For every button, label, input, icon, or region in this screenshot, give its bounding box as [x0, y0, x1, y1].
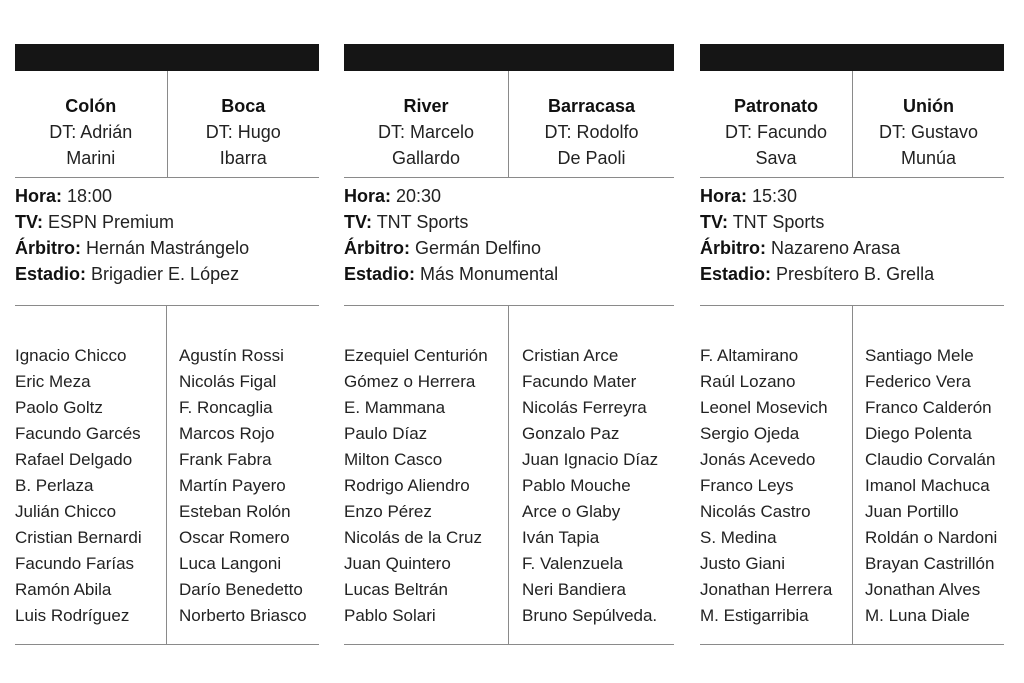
- coach-name: Sava: [755, 148, 797, 168]
- home-team: [344, 71, 509, 177]
- home-lineup: [15, 306, 167, 644]
- match-card-2: [344, 44, 674, 645]
- info-value: TNT Sports: [372, 212, 469, 232]
- player: Iván Tapia: [522, 528, 600, 547]
- match-header-bar: [344, 44, 674, 71]
- player: Julián Chicco: [15, 502, 117, 521]
- info-tv: [344, 209, 674, 235]
- info-hora: [344, 183, 674, 209]
- info-label: TV:: [344, 212, 373, 232]
- player: Roldán o Nardoni: [865, 528, 998, 547]
- player: Milton Casco: [344, 450, 443, 469]
- home-lineup: [344, 306, 509, 644]
- player: Neri Bandiera: [522, 580, 626, 599]
- info-value: 20:30: [391, 186, 442, 206]
- away-team: [853, 71, 1004, 177]
- coach-line: DT: Hugo: [205, 122, 281, 142]
- match-info: [344, 178, 674, 306]
- player: Facundo Farías: [15, 554, 135, 573]
- info-hora: [15, 183, 319, 209]
- player: Norberto Briasco: [179, 606, 307, 625]
- team-name: Barracasa: [547, 96, 636, 116]
- player: Pablo Mouche: [522, 476, 631, 495]
- home-team: [700, 71, 853, 177]
- player: F. Altamirano: [700, 346, 799, 365]
- away-lineup: [853, 306, 1004, 644]
- player: Nicolás Figal: [179, 372, 277, 391]
- info-arbitro: [15, 235, 319, 261]
- player: F. Roncaglia: [179, 398, 273, 417]
- info-value: Presbítero B. Grella: [771, 264, 935, 284]
- player: Darío Benedetto: [179, 580, 303, 599]
- player: Agustín Rossi: [179, 346, 284, 365]
- teams-row: [700, 71, 1004, 178]
- player: Juan Quintero: [344, 554, 451, 573]
- player: Paulo Díaz: [344, 424, 428, 443]
- info-value: 18:00: [62, 186, 113, 206]
- player: Lucas Beltrán: [344, 580, 448, 599]
- player: Martín Payero: [179, 476, 286, 495]
- lineups: [700, 306, 1004, 645]
- home-lineup: [700, 306, 853, 644]
- player: Ignacio Chicco: [15, 346, 127, 365]
- player: Rafael Delgado: [15, 450, 133, 469]
- player: Eric Meza: [15, 372, 91, 391]
- info-label: Árbitro:: [15, 238, 81, 258]
- player: M. Estigarribia: [700, 606, 809, 625]
- away-team: [168, 71, 320, 177]
- player: Enzo Pérez: [344, 502, 432, 521]
- player: S. Medina: [700, 528, 777, 547]
- info-label: Hora:: [344, 186, 392, 206]
- info-estadio: [344, 261, 674, 287]
- lineups: [344, 306, 674, 645]
- coach-line: DT: Rodolfo: [544, 122, 639, 142]
- player: Frank Fabra: [179, 450, 272, 469]
- coach-line: DT: Facundo: [724, 122, 828, 142]
- info-value: Hernán Mastrángelo: [81, 238, 250, 258]
- player: Pablo Solari: [344, 606, 436, 625]
- info-tv: [15, 209, 319, 235]
- player: Santiago Mele: [865, 346, 974, 365]
- player: Jonás Acevedo: [700, 450, 816, 469]
- player: Nicolás de la Cruz: [344, 528, 482, 547]
- info-label: TV:: [700, 212, 729, 232]
- player: Leonel Mosevich: [700, 398, 828, 417]
- info-label: TV:: [15, 212, 44, 232]
- player: Luca Langoni: [179, 554, 282, 573]
- player: Gonzalo Paz: [522, 424, 620, 443]
- info-label: Árbitro:: [344, 238, 410, 258]
- player: Raúl Lozano: [700, 372, 796, 391]
- player: Cristian Bernardi: [15, 528, 142, 547]
- info-value: Brigadier E. López: [86, 264, 240, 284]
- team-name: Unión: [903, 96, 954, 116]
- team-name: Patronato: [733, 96, 818, 116]
- player: B. Perlaza: [15, 476, 94, 495]
- team-name: Boca: [221, 96, 266, 116]
- info-label: Hora:: [700, 186, 748, 206]
- player: Luis Rodríguez: [15, 606, 130, 625]
- lineups: [15, 306, 319, 645]
- player: Arce o Glaby: [522, 502, 621, 521]
- player: Paolo Goltz: [15, 398, 103, 417]
- match-card-1: [15, 44, 319, 645]
- away-lineup: [509, 306, 674, 644]
- coach-line: DT: Adrián: [49, 122, 133, 142]
- player: Esteban Rolón: [179, 502, 291, 521]
- info-arbitro: [700, 235, 1004, 261]
- player: Franco Calderón: [865, 398, 992, 417]
- info-label: Estadio:: [344, 264, 416, 284]
- info-label: Estadio:: [15, 264, 87, 284]
- team-name: Colón: [65, 96, 117, 116]
- match-header-bar: [700, 44, 1004, 71]
- coach-name: De Paoli: [557, 148, 626, 168]
- player: Gómez o Herrera: [344, 372, 476, 391]
- match-card-3: [700, 44, 1004, 645]
- coach-name: Gallardo: [391, 148, 461, 168]
- info-estadio: [15, 261, 319, 287]
- player: Facundo Garcés: [15, 424, 141, 443]
- player: Federico Vera: [865, 372, 971, 391]
- info-label: Estadio:: [700, 264, 772, 284]
- player: Ezequiel Centurión: [344, 346, 488, 365]
- player: Nicolás Castro: [700, 502, 811, 521]
- info-value: Germán Delfino: [410, 238, 542, 258]
- player: Sergio Ojeda: [700, 424, 800, 443]
- info-value: Nazareno Arasa: [766, 238, 901, 258]
- player: Juan Portillo: [865, 502, 959, 521]
- home-team: [15, 71, 168, 177]
- coach-name: Ibarra: [219, 148, 267, 168]
- player: Jonathan Alves: [865, 580, 981, 599]
- player: M. Luna Diale: [865, 606, 970, 625]
- player: Marcos Rojo: [179, 424, 275, 443]
- teams-row: [344, 71, 674, 178]
- coach-line: DT: Gustavo: [878, 122, 979, 142]
- player: Oscar Romero: [179, 528, 290, 547]
- match-info: [700, 178, 1004, 306]
- away-lineup: [167, 306, 319, 644]
- match-info: [15, 178, 319, 306]
- player: E. Mammana: [344, 398, 446, 417]
- teams-row: [15, 71, 319, 178]
- player: Facundo Mater: [522, 372, 637, 391]
- player: Jonathan Herrera: [700, 580, 833, 599]
- info-estadio: [700, 261, 1004, 287]
- match-header-bar: [15, 44, 319, 71]
- coach-name: Marini: [66, 148, 116, 168]
- info-value: TNT Sports: [728, 212, 825, 232]
- info-value: Más Monumental: [415, 264, 559, 284]
- info-arbitro: [344, 235, 674, 261]
- player: F. Valenzuela: [522, 554, 623, 573]
- info-value: ESPN Premium: [43, 212, 175, 232]
- player: Juan Ignacio Díaz: [522, 450, 659, 469]
- player: Cristian Arce: [522, 346, 619, 365]
- player: Brayan Castrillón: [865, 554, 995, 573]
- coach-name: Munúa: [900, 148, 957, 168]
- info-hora: [700, 183, 1004, 209]
- player: Nicolás Ferreyra: [522, 398, 647, 417]
- away-team: [509, 71, 674, 177]
- info-label: Hora:: [15, 186, 63, 206]
- player: Imanol Machuca: [865, 476, 990, 495]
- coach-line: DT: Marcelo: [377, 122, 475, 142]
- info-value: 15:30: [747, 186, 798, 206]
- info-label: Árbitro:: [700, 238, 766, 258]
- info-tv: [700, 209, 1004, 235]
- player: Claudio Corvalán: [865, 450, 996, 469]
- player: Bruno Sepúlveda.: [522, 606, 658, 625]
- player: Diego Polenta: [865, 424, 972, 443]
- team-name: River: [403, 96, 449, 116]
- player: Justo Giani: [700, 554, 786, 573]
- player: Ramón Abila: [15, 580, 112, 599]
- player: Franco Leys: [700, 476, 794, 495]
- player: Rodrigo Aliendro: [344, 476, 470, 495]
